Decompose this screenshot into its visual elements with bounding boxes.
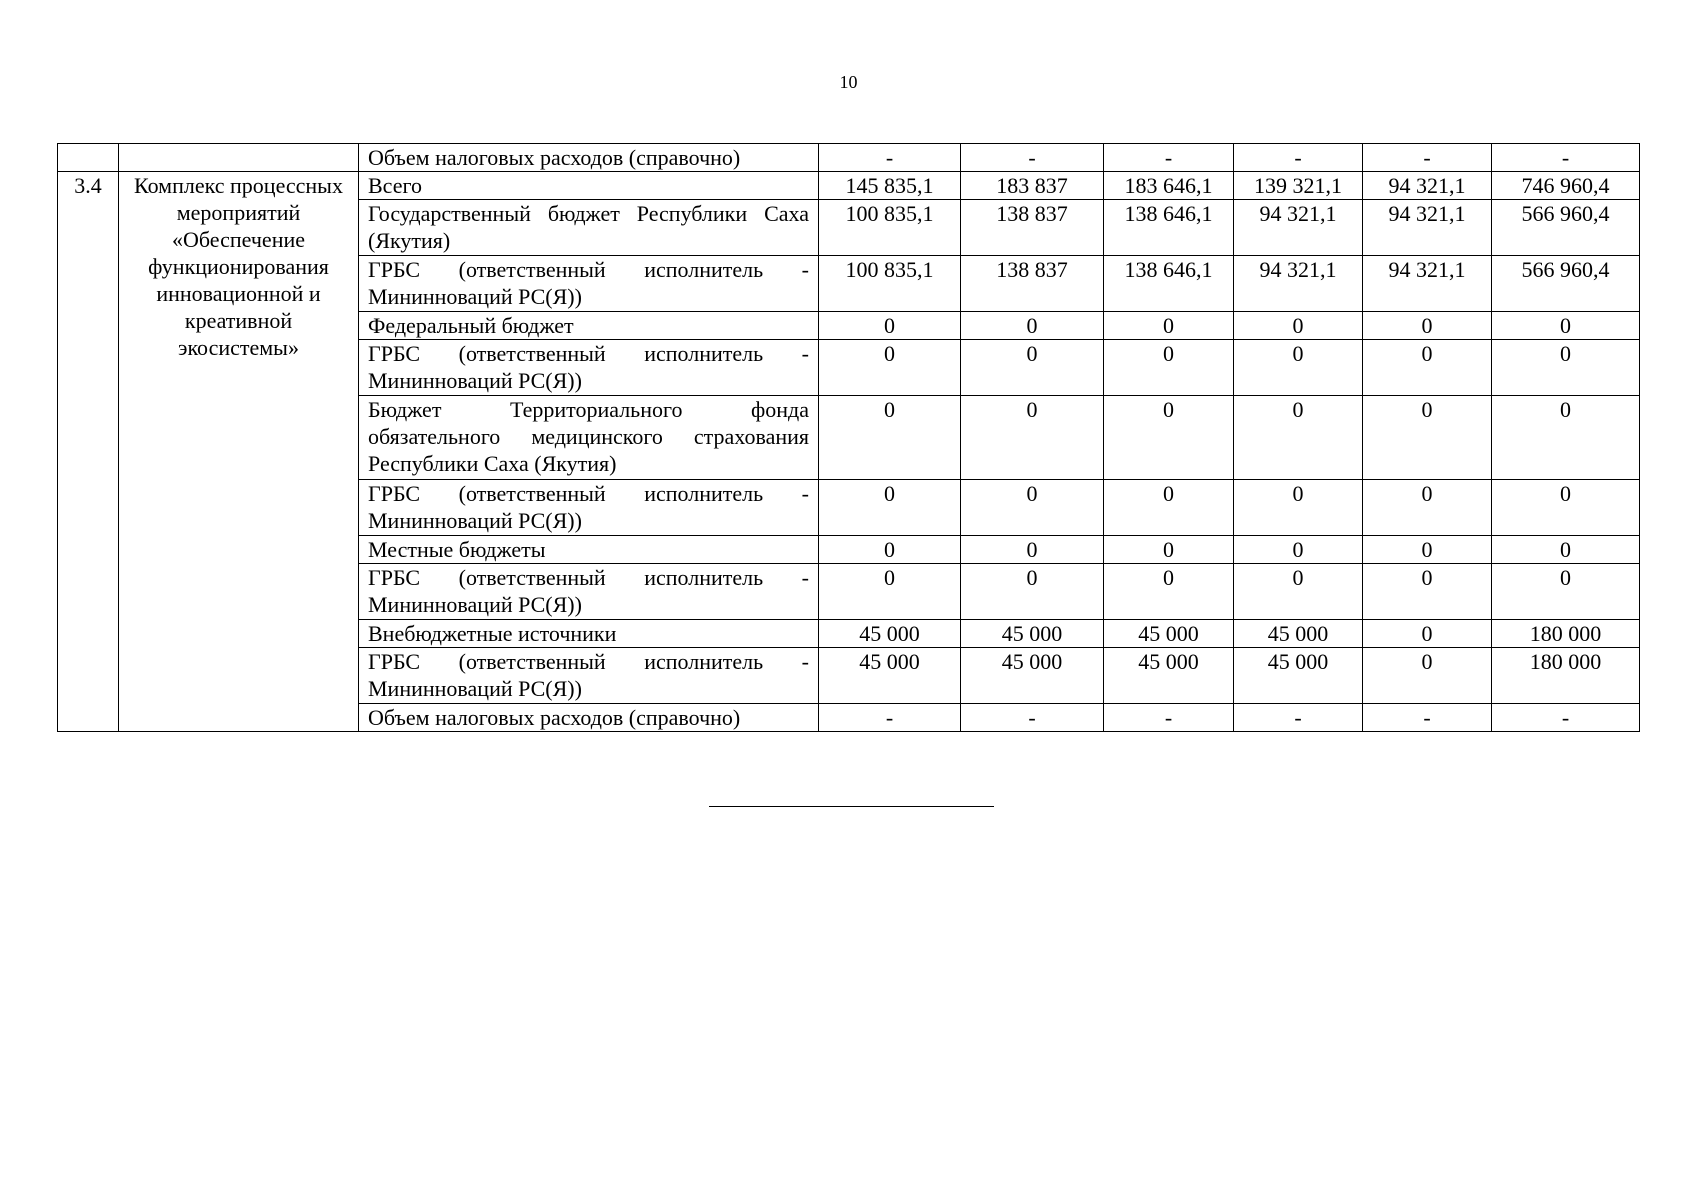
value-cell: 0 — [1104, 564, 1234, 620]
source-cell: Государственный бюджет Республики Саха (Якутия) — [359, 200, 819, 256]
value-cell: 0 — [1363, 564, 1492, 620]
value-cell: 0 — [1492, 340, 1640, 396]
value-cell: 746 960,4 — [1492, 172, 1640, 200]
value-cell: - — [819, 144, 961, 172]
value-cell: 100 835,1 — [819, 256, 961, 312]
value-cell: 0 — [961, 340, 1104, 396]
value-cell: 0 — [819, 480, 961, 536]
value-cell: 0 — [1104, 312, 1234, 340]
value-cell: 45 000 — [1104, 648, 1234, 704]
value-cell: 0 — [961, 480, 1104, 536]
financing-table — [57, 143, 1640, 732]
value-cell: 0 — [961, 564, 1104, 620]
value-cell: 183 837 — [961, 172, 1104, 200]
value-cell: 0 — [819, 340, 961, 396]
value-cell: 0 — [1363, 648, 1492, 704]
value-cell: 0 — [1363, 620, 1492, 648]
value-cell: - — [819, 704, 961, 732]
value-cell: 0 — [1492, 312, 1640, 340]
value-cell: 0 — [1363, 312, 1492, 340]
value-cell: 566 960,4 — [1492, 200, 1640, 256]
table-row — [58, 144, 1640, 172]
table-cell — [119, 144, 359, 172]
value-cell: 0 — [961, 396, 1104, 480]
value-cell: 94 321,1 — [1234, 200, 1363, 256]
source-cell: Внебюджетные источники — [359, 620, 819, 648]
value-cell: 0 — [1492, 564, 1640, 620]
value-cell: 138 646,1 — [1104, 200, 1234, 256]
value-cell: 0 — [1234, 396, 1363, 480]
value-cell: 0 — [1104, 396, 1234, 480]
value-cell: 0 — [1492, 536, 1640, 564]
value-cell: 45 000 — [819, 648, 961, 704]
value-cell: 566 960,4 — [1492, 256, 1640, 312]
value-cell: - — [1234, 704, 1363, 732]
value-cell: 45 000 — [1104, 620, 1234, 648]
value-cell: 94 321,1 — [1234, 256, 1363, 312]
value-cell: 45 000 — [1234, 620, 1363, 648]
source-cell: Местные бюджеты — [359, 536, 819, 564]
source-cell: ГРБС (ответственный исполнитель - Мининноваций РС(Я)) — [359, 648, 819, 704]
value-cell: 100 835,1 — [819, 200, 961, 256]
value-cell: 45 000 — [961, 620, 1104, 648]
value-cell: 0 — [961, 312, 1104, 340]
value-cell: 0 — [1363, 340, 1492, 396]
value-cell: 0 — [1492, 396, 1640, 480]
table-cell — [58, 144, 119, 172]
item-number: 3.4 — [58, 172, 119, 732]
value-cell: 0 — [1363, 536, 1492, 564]
value-cell: 0 — [1234, 480, 1363, 536]
value-cell: 138 646,1 — [1104, 256, 1234, 312]
value-cell: 0 — [1492, 480, 1640, 536]
value-cell: 138 837 — [961, 256, 1104, 312]
value-cell: - — [1363, 144, 1492, 172]
end-divider — [709, 806, 994, 807]
value-cell: 0 — [1363, 396, 1492, 480]
value-cell: - — [1234, 144, 1363, 172]
value-cell: - — [1104, 144, 1234, 172]
value-cell: 0 — [819, 564, 961, 620]
value-cell: 0 — [819, 396, 961, 480]
value-cell: 0 — [819, 536, 961, 564]
value-cell: 180 000 — [1492, 620, 1640, 648]
value-cell: - — [1492, 704, 1640, 732]
source-cell: ГРБС (ответственный исполнитель - Мининноваций РС(Я)) — [359, 564, 819, 620]
source-cell: Бюджет Территориального фонда обязательного медицинского страхования Республики Саха (Якутия) — [359, 396, 819, 480]
value-cell: - — [961, 144, 1104, 172]
source-cell: Федеральный бюджет — [359, 312, 819, 340]
value-cell: 94 321,1 — [1363, 200, 1492, 256]
value-cell: 0 — [1363, 480, 1492, 536]
value-cell: 0 — [961, 536, 1104, 564]
value-cell: 94 321,1 — [1363, 172, 1492, 200]
value-cell: 138 837 — [961, 200, 1104, 256]
value-cell: 0 — [1234, 564, 1363, 620]
value-cell: 45 000 — [961, 648, 1104, 704]
value-cell: 0 — [1104, 536, 1234, 564]
value-cell: 145 835,1 — [819, 172, 961, 200]
source-cell: ГРБС (ответственный исполнитель - Мининноваций РС(Я)) — [359, 340, 819, 396]
source-cell: Объем налоговых расходов (справочно) — [359, 144, 819, 172]
value-cell: - — [961, 704, 1104, 732]
value-cell: 0 — [1234, 340, 1363, 396]
value-cell: 0 — [1234, 536, 1363, 564]
source-cell: ГРБС (ответственный исполнитель - Мининноваций РС(Я)) — [359, 256, 819, 312]
value-cell: - — [1104, 704, 1234, 732]
page-number: 10 — [839, 72, 858, 92]
value-cell: - — [1492, 144, 1640, 172]
table-row — [58, 172, 1640, 200]
source-cell: Объем налоговых расходов (справочно) — [359, 704, 819, 732]
source-cell: Всего — [359, 172, 819, 200]
source-cell: ГРБС (ответственный исполнитель - Мининноваций РС(Я)) — [359, 480, 819, 536]
item-name: Комплекс процессных мероприятий «Обеспечение функционирования инновационной и креативной экосистемы» — [119, 172, 359, 732]
value-cell: 0 — [1104, 340, 1234, 396]
value-cell: 94 321,1 — [1363, 256, 1492, 312]
value-cell: 0 — [1104, 480, 1234, 536]
value-cell: 45 000 — [819, 620, 961, 648]
value-cell: - — [1363, 704, 1492, 732]
value-cell: 0 — [1234, 312, 1363, 340]
value-cell: 183 646,1 — [1104, 172, 1234, 200]
value-cell: 180 000 — [1492, 648, 1640, 704]
value-cell: 139 321,1 — [1234, 172, 1363, 200]
value-cell: 45 000 — [1234, 648, 1363, 704]
value-cell: 0 — [819, 312, 961, 340]
